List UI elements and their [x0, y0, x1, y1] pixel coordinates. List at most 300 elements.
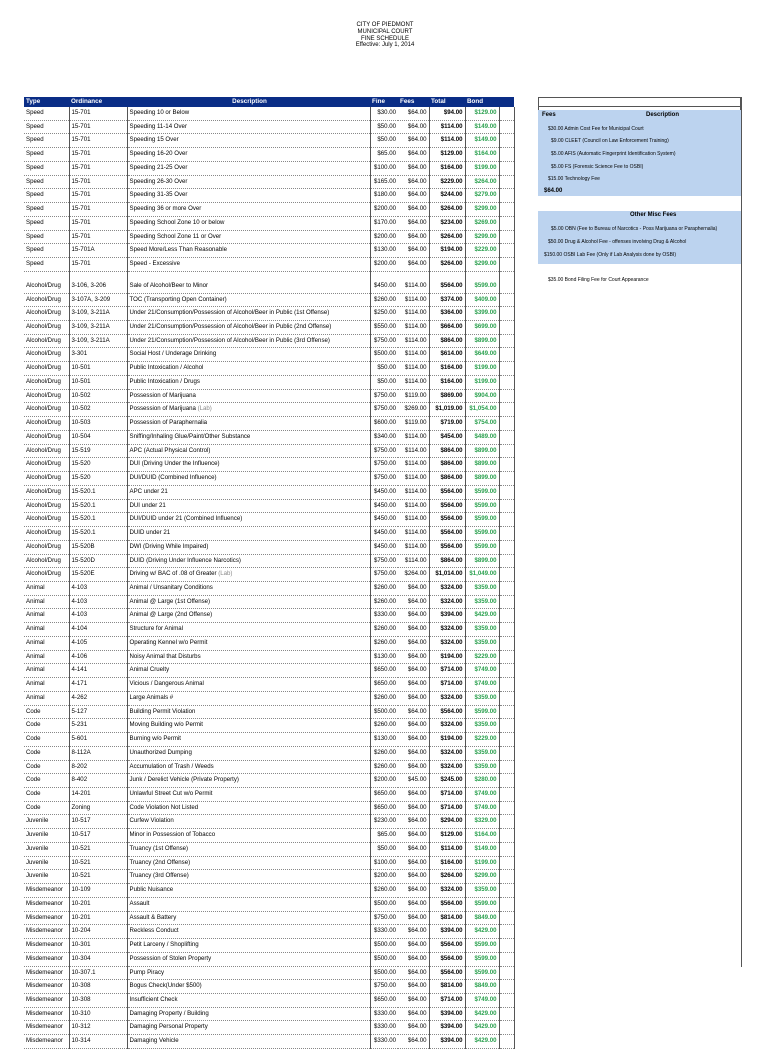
cell-description: Speeding 15 Over: [127, 134, 370, 148]
cell-description: Animal / Unsanitary Conditions: [127, 581, 370, 595]
cell-blank: [499, 554, 514, 568]
column-header-blank: [499, 97, 514, 107]
table-row: [24, 444, 514, 458]
table-row: [24, 815, 514, 829]
cell-description: Assault: [127, 897, 370, 911]
cell-description: Public Nuisance: [127, 884, 370, 898]
spacer-cell: [429, 271, 465, 280]
court-name: MUNICIPAL COURT: [357, 28, 413, 35]
cell-description: TOC (Transporting Open Container): [127, 293, 370, 307]
cell-bond: $749.00: [465, 664, 499, 678]
cell-fine: $260.00: [370, 595, 398, 609]
cell-blank: [499, 107, 514, 120]
cell-type: Speed: [24, 134, 69, 148]
cell-blank: [499, 203, 514, 217]
cell-total: $229.00: [429, 175, 465, 189]
cell-fine: $750.00: [370, 980, 398, 994]
cell-ordinance: 10-201: [69, 897, 127, 911]
cell-type: Alcohol/Drug: [24, 389, 69, 403]
cell-fine: $450.00: [370, 280, 398, 293]
cell-ordinance: 10-521: [69, 856, 127, 870]
cell-total: $324.00: [429, 884, 465, 898]
cell-description: Truancy (3rd Offense): [127, 870, 370, 884]
cell-ordinance: 10-517: [69, 829, 127, 843]
cell-blank: [499, 664, 514, 678]
cell-total: $714.00: [429, 678, 465, 692]
table-row: [24, 389, 514, 403]
cell-type: Misdemeanor: [24, 925, 69, 939]
cell-bond: $489.00: [465, 430, 499, 444]
cell-type: Alcohol/Drug: [24, 362, 69, 376]
cell-blank: [499, 897, 514, 911]
cell-type: Animal: [24, 664, 69, 678]
table-row: [24, 1007, 514, 1021]
table-row: [24, 870, 514, 884]
cell-ordinance: 15-701: [69, 175, 127, 189]
cell-total: $194.00: [429, 650, 465, 664]
cell-type: Animal: [24, 609, 69, 623]
table-row: [24, 485, 514, 499]
column-header-total: Total: [429, 97, 465, 107]
cell-fine: $50.00: [370, 362, 398, 376]
cell-bond: $599.00: [465, 705, 499, 719]
cell-type: Code: [24, 746, 69, 760]
cell-ordinance: Zoning: [69, 801, 127, 815]
cell-fees: $114.00: [398, 375, 429, 389]
cell-blank: [499, 472, 514, 486]
cell-total: $245.00: [429, 774, 465, 788]
table-row: [24, 705, 514, 719]
cell-fine: $550.00: [370, 321, 398, 335]
cell-bond: $229.00: [465, 733, 499, 747]
other-fees-panel: [538, 211, 741, 264]
cell-ordinance: 3-109, 3-211A: [69, 307, 127, 321]
table-row: [24, 719, 514, 733]
cell-description: DUID under 21: [127, 527, 370, 541]
cell-total: $194.00: [429, 244, 465, 258]
cell-bond: $359.00: [465, 719, 499, 733]
cell-ordinance: 15-701A: [69, 244, 127, 258]
cell-description: Animal @ Large (1st Offense): [127, 595, 370, 609]
table-header-row: [24, 97, 514, 107]
cell-type: Code: [24, 787, 69, 801]
cell-fees: $64.00: [398, 175, 429, 189]
cell-type: Speed: [24, 216, 69, 230]
cell-ordinance: 15-701: [69, 216, 127, 230]
cell-fees: $264.00: [398, 568, 429, 582]
cell-blank: [499, 161, 514, 175]
cell-fine: $500.00: [370, 348, 398, 362]
cell-description: Possession of Marijuana: [127, 389, 370, 403]
cell-bond: $149.00: [465, 120, 499, 134]
cell-bond: $749.00: [465, 787, 499, 801]
cell-description: Unauthorized Dumping: [127, 746, 370, 760]
cell-bond: $359.00: [465, 691, 499, 705]
cell-total: $394.00: [429, 609, 465, 623]
table-row: [24, 107, 514, 120]
cell-blank: [499, 774, 514, 788]
cell-description: Pump Piracy: [127, 966, 370, 980]
cell-description: DUI/DUID under 21 (Combined Influence): [127, 513, 370, 527]
cell-fees: $64.00: [398, 870, 429, 884]
cell-bond: $359.00: [465, 746, 499, 760]
table-row: [24, 952, 514, 966]
other-fees-title: Other Misc Fees: [630, 212, 677, 218]
cell-ordinance: 15-520.1: [69, 499, 127, 513]
cell-total: $264.00: [429, 870, 465, 884]
cell-blank: [499, 444, 514, 458]
cell-fine: $650.00: [370, 994, 398, 1008]
table-row: [24, 1035, 514, 1049]
table-row: [24, 417, 514, 431]
cell-description: Building Permit Violation: [127, 705, 370, 719]
cell-total: $394.00: [429, 1007, 465, 1021]
cell-bond: $599.00: [465, 280, 499, 293]
cell-type: Alcohol/Drug: [24, 554, 69, 568]
table-row: [24, 733, 514, 747]
cell-ordinance: 10-504: [69, 430, 127, 444]
table-row: [24, 527, 514, 541]
table-row: [24, 595, 514, 609]
cell-fees: $64.00: [398, 939, 429, 953]
cell-blank: [499, 980, 514, 994]
cell-ordinance: 3-109, 3-211A: [69, 334, 127, 348]
cell-total: $164.00: [429, 856, 465, 870]
cell-total: $564.00: [429, 705, 465, 719]
cell-blank: [499, 650, 514, 664]
cell-bond: $399.00: [465, 307, 499, 321]
cell-blank: [499, 527, 514, 541]
cell-total: $714.00: [429, 994, 465, 1008]
cell-description: Noisy Animal that Disturbs: [127, 650, 370, 664]
cell-description: Code Violation Not Listed: [127, 801, 370, 815]
column-header-fine: Fine: [370, 97, 398, 107]
bond-filing-fee: $35.00 Bond Filing Fee for Court Appearance: [548, 277, 649, 283]
cell-total: $234.00: [429, 216, 465, 230]
table-row: [24, 939, 514, 953]
cell-description: Insufficient Check: [127, 994, 370, 1008]
cell-total: $564.00: [429, 540, 465, 554]
cell-total: $264.00: [429, 230, 465, 244]
cell-total: $864.00: [429, 472, 465, 486]
cell-description: Damaging Vehicle: [127, 1035, 370, 1049]
cell-blank: [499, 540, 514, 554]
cell-type: Alcohol/Drug: [24, 430, 69, 444]
cell-type: Alcohol/Drug: [24, 334, 69, 348]
cell-bond: $199.00: [465, 856, 499, 870]
cell-fees: $64.00: [398, 148, 429, 162]
cell-fine: $750.00: [370, 403, 398, 417]
table-row: [24, 897, 514, 911]
cell-fine: $170.00: [370, 216, 398, 230]
table-row: [24, 540, 514, 554]
cell-type: Code: [24, 705, 69, 719]
cell-ordinance: 14-201: [69, 787, 127, 801]
table-row: [24, 244, 514, 258]
document-header: [0, 22, 770, 49]
cell-ordinance: 4-103: [69, 595, 127, 609]
cell-description: Under 21/Consumption/Possession of Alcohol/Beer in Public (2nd Offense): [127, 321, 370, 335]
cell-fees: $64.00: [398, 636, 429, 650]
table-row: [24, 175, 514, 189]
cell-blank: [499, 623, 514, 637]
cell-fine: $200.00: [370, 774, 398, 788]
cell-blank: [499, 966, 514, 980]
cell-fine: $65.00: [370, 148, 398, 162]
column-header-bond: Bond: [465, 97, 499, 107]
cell-total: $564.00: [429, 485, 465, 499]
cell-total: $194.00: [429, 733, 465, 747]
table-row: [24, 842, 514, 856]
table-row: [24, 636, 514, 650]
fee-item: $5.00 FS (Forensic Science Fee to OSBI): [551, 164, 644, 170]
cell-ordinance: 4-171: [69, 678, 127, 692]
cell-type: Alcohol/Drug: [24, 403, 69, 417]
cell-blank: [499, 321, 514, 335]
cell-blank: [499, 733, 514, 747]
cell-fees: $64.00: [398, 719, 429, 733]
cell-blank: [499, 842, 514, 856]
cell-description: Petit Larceny / Shoplifting: [127, 939, 370, 953]
cell-type: Misdemeanor: [24, 994, 69, 1008]
cell-description: Speeding 16-20 Over: [127, 148, 370, 162]
cell-description: Reckless Conduct: [127, 925, 370, 939]
cell-type: Misdemeanor: [24, 1035, 69, 1049]
cell-fees: $114.00: [398, 513, 429, 527]
cell-ordinance: 10-308: [69, 980, 127, 994]
cell-blank: [499, 636, 514, 650]
cell-ordinance: 5-601: [69, 733, 127, 747]
table-row: [24, 664, 514, 678]
cell-description: Operating Kennel w/o Permit: [127, 636, 370, 650]
cell-fine: $750.00: [370, 458, 398, 472]
cell-bond: $359.00: [465, 636, 499, 650]
cell-bond: $299.00: [465, 230, 499, 244]
cell-fine: $200.00: [370, 230, 398, 244]
cell-blank: [499, 925, 514, 939]
cell-bond: $699.00: [465, 321, 499, 335]
cell-type: Animal: [24, 650, 69, 664]
cell-blank: [499, 485, 514, 499]
cell-ordinance: 15-701: [69, 258, 127, 272]
table-row: [24, 801, 514, 815]
table-row: [24, 134, 514, 148]
cell-fine: $450.00: [370, 499, 398, 513]
cell-bond: $599.00: [465, 939, 499, 953]
cell-fine: $450.00: [370, 513, 398, 527]
cell-bond: $269.00: [465, 216, 499, 230]
fees-description-label: Description: [646, 112, 680, 118]
cell-blank: [499, 175, 514, 189]
cell-type: Alcohol/Drug: [24, 375, 69, 389]
cell-total: $864.00: [429, 554, 465, 568]
cell-ordinance: 15-520.1: [69, 527, 127, 541]
cell-fees: $64.00: [398, 884, 429, 898]
cell-ordinance: 4-103: [69, 609, 127, 623]
cell-fees: $64.00: [398, 230, 429, 244]
right-border: [741, 97, 742, 967]
cell-description: Moving Building w/o Permit: [127, 719, 370, 733]
cell-fees: $64.00: [398, 897, 429, 911]
table-row: [24, 430, 514, 444]
cell-type: Alcohol/Drug: [24, 527, 69, 541]
cell-fine: $260.00: [370, 293, 398, 307]
cell-fine: $260.00: [370, 636, 398, 650]
cell-description: Speeding 31-35 Over: [127, 189, 370, 203]
cell-total: $244.00: [429, 189, 465, 203]
cell-total: $324.00: [429, 719, 465, 733]
cell-bond: $229.00: [465, 244, 499, 258]
cell-blank: [499, 1007, 514, 1021]
cell-ordinance: 15-520.1: [69, 485, 127, 499]
cell-blank: [499, 911, 514, 925]
cell-bond: $849.00: [465, 911, 499, 925]
cell-ordinance: 5-231: [69, 719, 127, 733]
cell-fees: $64.00: [398, 609, 429, 623]
cell-description: Bogus Check(Under $500): [127, 980, 370, 994]
cell-fees: $64.00: [398, 746, 429, 760]
cell-ordinance: 10-307.1: [69, 966, 127, 980]
cell-bond: $359.00: [465, 884, 499, 898]
cell-fine: $165.00: [370, 175, 398, 189]
cell-type: Juvenile: [24, 842, 69, 856]
cell-fine: $260.00: [370, 581, 398, 595]
cell-blank: [499, 334, 514, 348]
fine-rows: [24, 107, 514, 1048]
cell-description: Unlawful Street Cut w/o Permit: [127, 787, 370, 801]
cell-ordinance: 10-503: [69, 417, 127, 431]
cell-blank: [499, 595, 514, 609]
fee-item: $5.00 AFIS (Automatic Fingerprint Identification System): [551, 151, 676, 157]
table-row: [24, 581, 514, 595]
cell-blank: [499, 1021, 514, 1035]
cell-total: $114.00: [429, 134, 465, 148]
cell-ordinance: 15-701: [69, 120, 127, 134]
cell-type: Speed: [24, 120, 69, 134]
cell-fine: $260.00: [370, 719, 398, 733]
cell-fees: $114.00: [398, 554, 429, 568]
cell-description: Truancy (2nd Offense): [127, 856, 370, 870]
cell-ordinance: 4-141: [69, 664, 127, 678]
cell-type: Code: [24, 719, 69, 733]
cell-total: $94.00: [429, 107, 465, 120]
cell-bond: $409.00: [465, 293, 499, 307]
cell-fine: $250.00: [370, 307, 398, 321]
table-row: [24, 1021, 514, 1035]
cell-type: Speed: [24, 203, 69, 217]
cell-ordinance: 8-402: [69, 774, 127, 788]
cell-fees: $64.00: [398, 595, 429, 609]
cell-fine: $750.00: [370, 554, 398, 568]
cell-fees: $114.00: [398, 458, 429, 472]
cell-blank: [499, 719, 514, 733]
cell-fees: $64.00: [398, 120, 429, 134]
cell-ordinance: 10-109: [69, 884, 127, 898]
cell-ordinance: 5-127: [69, 705, 127, 719]
cell-description: Curfew Violation: [127, 815, 370, 829]
cell-ordinance: 3-109, 3-211A: [69, 321, 127, 335]
cell-fees: $64.00: [398, 189, 429, 203]
cell-blank: [499, 148, 514, 162]
table-row: [24, 230, 514, 244]
cell-bond: $359.00: [465, 581, 499, 595]
cell-ordinance: 15-519: [69, 444, 127, 458]
cell-fees: $64.00: [398, 801, 429, 815]
cell-description: Accumulation of Trash / Weeds: [127, 760, 370, 774]
table-row: [24, 280, 514, 293]
cell-description: Vicious / Dangerous Animal: [127, 678, 370, 692]
cell-bond: $149.00: [465, 842, 499, 856]
cell-total: $114.00: [429, 842, 465, 856]
cell-fine: $650.00: [370, 787, 398, 801]
cell-total: $394.00: [429, 1021, 465, 1035]
cell-total: $714.00: [429, 801, 465, 815]
cell-bond: $199.00: [465, 161, 499, 175]
cell-total: $864.00: [429, 334, 465, 348]
cell-blank: [499, 458, 514, 472]
cell-blank: [499, 994, 514, 1008]
cell-bond: $299.00: [465, 203, 499, 217]
table-row: [24, 554, 514, 568]
cell-ordinance: 10-521: [69, 842, 127, 856]
cell-fees: $64.00: [398, 925, 429, 939]
cell-type: Speed: [24, 107, 69, 120]
cell-fees: $64.00: [398, 980, 429, 994]
cell-type: Speed: [24, 258, 69, 272]
table-row: [24, 678, 514, 692]
cell-bond: $299.00: [465, 870, 499, 884]
cell-ordinance: 15-520: [69, 458, 127, 472]
cell-ordinance: 8-202: [69, 760, 127, 774]
cell-fees: $64.00: [398, 760, 429, 774]
cell-type: Code: [24, 801, 69, 815]
cell-bond: $899.00: [465, 444, 499, 458]
cell-bond: $264.00: [465, 175, 499, 189]
cell-total: $564.00: [429, 280, 465, 293]
cell-fees: $114.00: [398, 307, 429, 321]
cell-description: Speed More/Less Than Reasonable: [127, 244, 370, 258]
cell-type: Misdemeanor: [24, 884, 69, 898]
cell-fees: $114.00: [398, 430, 429, 444]
cell-description: Speeding 26-30 Over: [127, 175, 370, 189]
cell-blank: [499, 362, 514, 376]
cell-blank: [499, 430, 514, 444]
table-row: [24, 203, 514, 217]
side-panel-header: [538, 97, 741, 107]
cell-fees: $114.00: [398, 348, 429, 362]
table-row: [24, 348, 514, 362]
cell-total: $374.00: [429, 293, 465, 307]
cell-fine: $330.00: [370, 1007, 398, 1021]
cell-fine: $500.00: [370, 939, 398, 953]
cell-fine: $600.00: [370, 417, 398, 431]
cell-blank: [499, 801, 514, 815]
cell-type: Animal: [24, 636, 69, 650]
cell-blank: [499, 609, 514, 623]
cell-total: $364.00: [429, 307, 465, 321]
cell-fine: $750.00: [370, 911, 398, 925]
cell-total: $714.00: [429, 787, 465, 801]
cell-fine: $65.00: [370, 829, 398, 843]
cell-ordinance: 10-502: [69, 403, 127, 417]
cell-total: $719.00: [429, 417, 465, 431]
cell-type: Juvenile: [24, 815, 69, 829]
cell-bond: $429.00: [465, 609, 499, 623]
cell-fine: $750.00: [370, 444, 398, 458]
cell-bond: $599.00: [465, 485, 499, 499]
cell-description: Under 21/Consumption/Possession of Alcohol/Beer in Public (3rd Offense): [127, 334, 370, 348]
cell-type: Code: [24, 760, 69, 774]
